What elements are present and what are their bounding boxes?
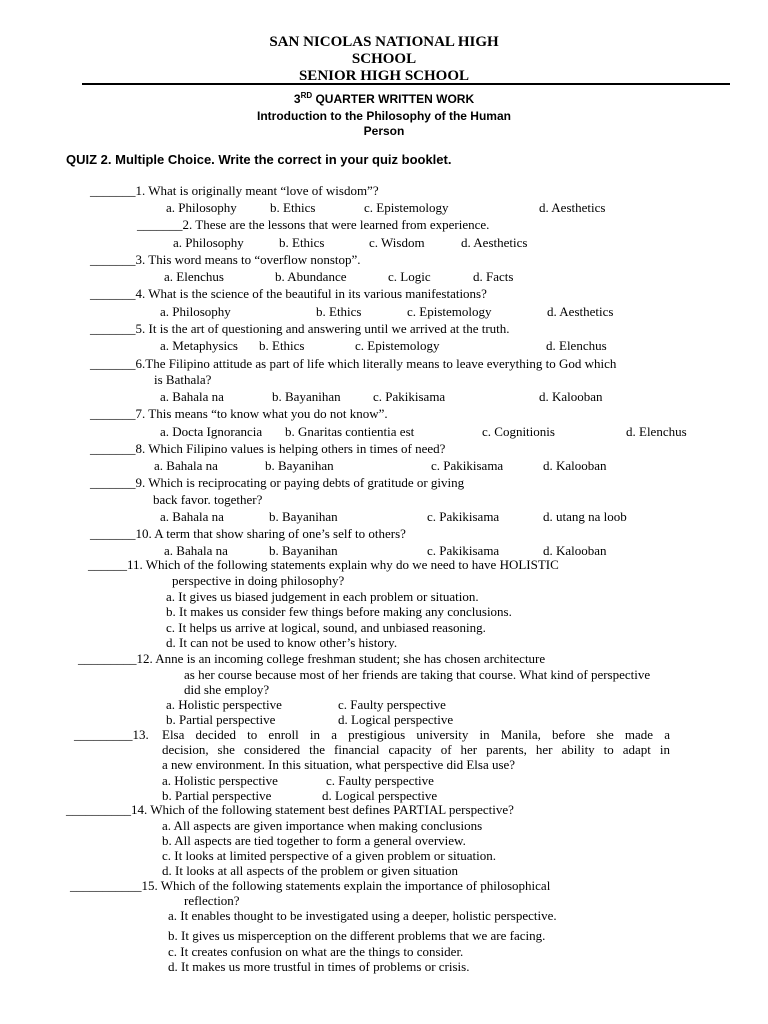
choice-a: a. Holistic perspective	[166, 697, 282, 712]
choice-b: b. Bayanihan	[272, 389, 341, 404]
choice-a: a. Bahala na	[154, 458, 218, 473]
choice-c: c. Epistemology	[355, 338, 440, 353]
choice-d: d. Kalooban	[543, 543, 607, 558]
question-stem: _______7. This means “to know what you do not know”.	[90, 406, 388, 421]
choice-c: c. Logic	[388, 269, 431, 284]
choice-d: d. It makes us more trustful in times of problems or crisis.	[168, 959, 470, 974]
choice-a: a. Philosophy	[166, 200, 237, 215]
choice-b: b. All aspects are tied together to form a general overview.	[162, 833, 466, 848]
choice-c: c. Cognitionis	[482, 424, 555, 439]
question-stem-body: Elsa decided to enroll in a prestigious university in Manila, before she made a	[162, 727, 670, 742]
choice-b: b. Partial perspective	[162, 788, 272, 803]
choice-c: c. Wisdom	[369, 235, 425, 250]
choice-a: a. It enables thought to be investigated using a deeper, holistic perspective.	[168, 908, 557, 923]
choice-c: c. It looks at limited perspective of a given problem or situation.	[162, 848, 496, 863]
question-stem-line-2: reflection?	[184, 893, 240, 908]
choice-a: a. It gives us biased judgement in each problem or situation.	[166, 589, 479, 604]
choice-a: a. Elenchus	[164, 269, 224, 284]
header-divider	[82, 83, 730, 85]
choice-d: d. Kalooban	[539, 389, 603, 404]
choice-c: c. Pakikisama	[431, 458, 504, 473]
choice-d: d. Aesthetics	[461, 235, 528, 250]
quarter-title: 3RD QUARTER WRITTEN WORK	[293, 91, 475, 106]
choice-d: d. Elenchus	[546, 338, 607, 353]
choice-d: d. utang na loob	[543, 509, 627, 524]
choice-a: a. Metaphysics	[160, 338, 238, 353]
question-stem: _______2. These are the lessons that were learned from experience.	[137, 217, 490, 232]
choice-c: c. Epistemology	[364, 200, 449, 215]
question-stem: __________14. Which of the following statement best defines PARTIAL perspective?	[66, 802, 514, 817]
choice-a: a. Bahala na	[160, 509, 224, 524]
choice-d: d. Aesthetics	[547, 304, 614, 319]
choice-b: b. Ethics	[259, 338, 305, 353]
choice-d: d. Aesthetics	[539, 200, 606, 215]
choice-a: a. Philosophy	[173, 235, 244, 250]
choice-b: b. Ethics	[270, 200, 316, 215]
subject-title-line-2: Person	[363, 124, 405, 138]
choice-a: a. All aspects are given importance when making conclusions	[162, 818, 483, 833]
choice-a: a. Philosophy	[160, 304, 231, 319]
choice-c: c. It creates confusion on what are the things to consider.	[168, 944, 464, 959]
choice-a: a. Holistic perspective	[162, 773, 278, 788]
choice-d: d. Kalooban	[543, 458, 607, 473]
choice-c: c. Faulty perspective	[338, 697, 446, 712]
question-stem-line-2: back favor. together?	[153, 492, 263, 507]
school-name-line-1: SAN NICOLAS NATIONAL HIGH	[269, 34, 499, 50]
question-stem: _______9. Which is reciprocating or paying debts of gratitude or giving	[90, 475, 465, 490]
choice-c: c. Pakikisama	[373, 389, 446, 404]
choice-d: d. Facts	[473, 269, 514, 284]
choice-b: b. Bayanihan	[269, 509, 338, 524]
choice-c: c. Faulty perspective	[326, 773, 434, 788]
choice-b: b. It makes us consider few things before making any conclusions.	[166, 604, 512, 619]
choice-b: b. Partial perspective	[166, 712, 276, 727]
choice-b: b. Bayanihan	[269, 543, 338, 558]
choice-b: b. Bayanihan	[265, 458, 334, 473]
choice-a: a. Bahala na	[164, 543, 228, 558]
question-stem: _________13.	[74, 727, 149, 742]
question-stem: ______11. Which of the following statements explain why do we need to have HOLISTIC	[88, 557, 559, 572]
choice-b: b. Ethics	[279, 235, 325, 250]
question-stem: _______10. A term that show sharing of one’s self to others?	[90, 526, 406, 541]
choice-b: b. It gives us misperception on the different problems that we are facing.	[168, 928, 546, 943]
question-stem: _________12. Anne is an incoming college freshman student; she has chosen architecture	[78, 651, 546, 666]
question-stem: ___________15. Which of the following statements explain the importance of philosophical	[70, 878, 551, 893]
question-stem-line-2: decision, she considered the financial capacity of her parents, her ability to adapt in	[162, 742, 670, 757]
choice-c: c. Epistemology	[407, 304, 492, 319]
question-stem: _______6.The Filipino attitude as part of life which literally means to leave everything to God which	[90, 356, 617, 371]
question-stem-line-3: did she employ?	[184, 682, 270, 697]
question-stem-line-2: perspective in doing philosophy?	[172, 573, 345, 588]
question-stem: _______5. It is the art of questioning and answering until we arrived at the truth.	[90, 321, 510, 336]
school-name-line-3: SENIOR HIGH SCHOOL	[298, 68, 470, 84]
choice-d: d. It can not be used to know other’s history.	[166, 635, 398, 650]
choice-a: a. Docta Ignorancia	[160, 424, 263, 439]
question-stem: _______1. What is originally meant “love of wisdom”?	[90, 183, 379, 198]
subject-title-line-1: Introduction to the Philosophy of the Human	[257, 109, 511, 123]
school-name-line-2: SCHOOL	[351, 51, 417, 67]
question-stem-line-2: is Bathala?	[154, 372, 212, 387]
question-stem: _______8. Which Filipino values is helping others in times of need?	[90, 441, 446, 456]
choice-d: d. Logical perspective	[322, 788, 438, 803]
choice-c: c. It helps us arrive at logical, sound, and unbiased reasoning.	[166, 620, 486, 635]
choice-b: b. Ethics	[316, 304, 362, 319]
choice-d: d. Logical perspective	[338, 712, 454, 727]
question-stem-line-2: as her course because most of her friends are taking that course. What kind of perspective	[184, 667, 651, 682]
question-stem: _______4. What is the science of the beautiful in its various manifestations?	[90, 286, 487, 301]
choice-d: d. Elenchus	[626, 424, 687, 439]
quiz-instructions: QUIZ 2. Multiple Choice. Write the correct in your quiz booklet.	[66, 152, 452, 167]
choice-b: b. Gnaritas contientia est	[285, 424, 415, 439]
question-stem-line-3: a new environment. In this situation, what perspective did Elsa use?	[162, 757, 516, 772]
choice-d: d. It looks at all aspects of the problem or given situation	[162, 863, 459, 878]
choice-a: a. Bahala na	[160, 389, 224, 404]
question-stem: _______3. This word means to “overflow nonstop”.	[90, 252, 361, 267]
choice-b: b. Abundance	[275, 269, 347, 284]
choice-c: c. Pakikisama	[427, 509, 500, 524]
choice-c: c. Pakikisama	[427, 543, 500, 558]
